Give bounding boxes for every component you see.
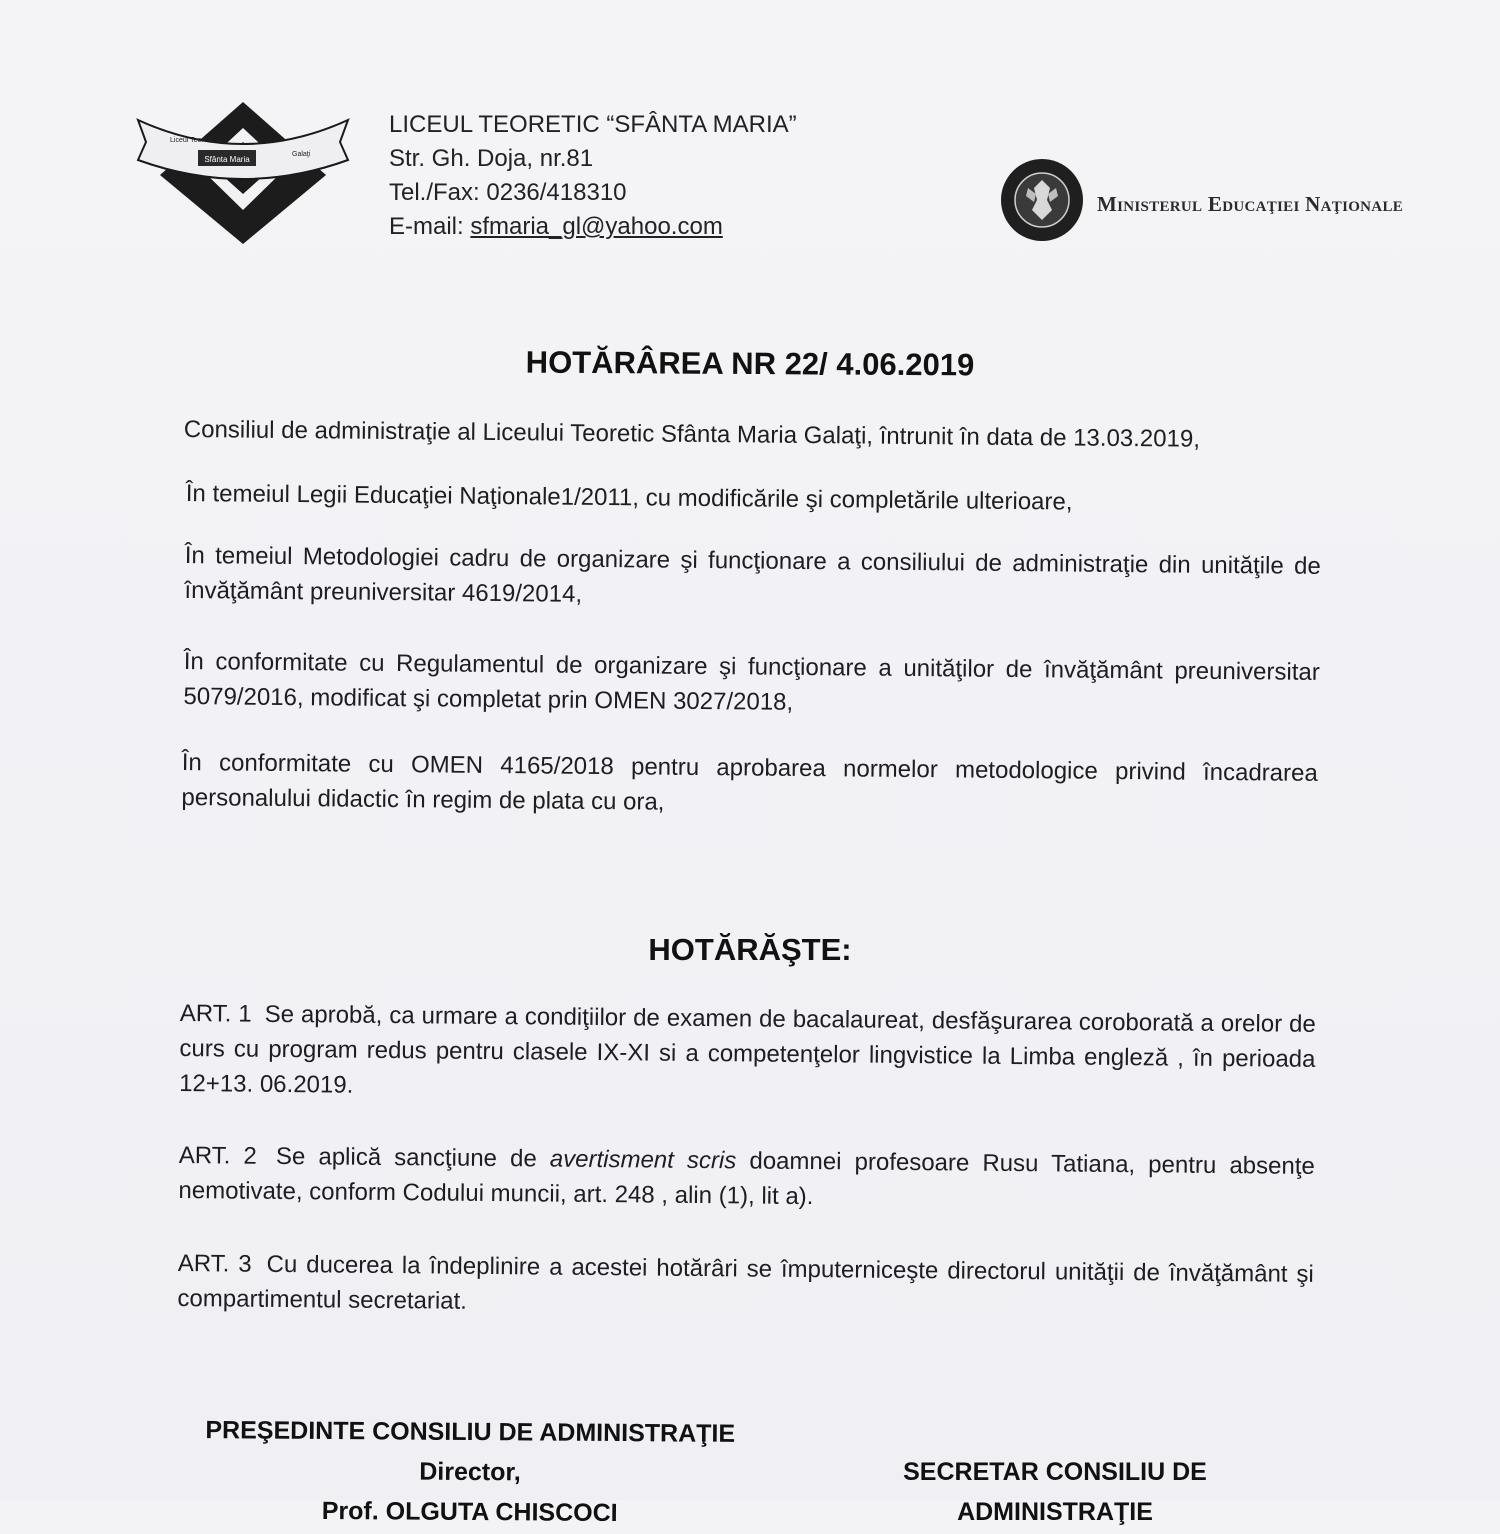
president-name: Prof. OLGUTA CHISCOCI: [321, 1496, 618, 1528]
article-2-text-before: Se aplică sancţiune de: [275, 1142, 537, 1173]
email-label: E-mail:: [389, 213, 464, 240]
school-name: LICEUL TEORETIC “SFÂNTA MARIA”: [389, 111, 797, 138]
school-address: Str. Gh. Doja, nr.81: [389, 145, 594, 172]
phone-label: Tel./Fax:: [389, 179, 480, 206]
article-2-emphasis: avertisment scris: [549, 1145, 737, 1175]
svg-text:Sfânta Maria: Sfânta Maria: [204, 155, 250, 164]
article-3-text: Cu ducerea la îndeplinire a acestei hotărâri se împuterniceşte directorul unităţii de învăţământ şi compartimentul secretariat.: [177, 1250, 1314, 1315]
svg-text:Liceul Teoretic: Liceul Teoretic: [170, 137, 215, 144]
article-3-label: ART. 3: [177, 1249, 252, 1278]
decision-title: HOTĂRÂREA NR 22/ 4.06.2019: [525, 344, 975, 383]
article-1-label: ART. 1: [179, 999, 252, 1028]
phone-value: 0236/418310: [486, 179, 627, 206]
preamble-paragraph-5: În conformitate cu OMEN 4165/2018 pentru aprobarea normelor metodologice privind încadrarea personalului didactic în regim de plata cu ora,: [181, 748, 1318, 816]
school-email-line: [389, 210, 797, 244]
preamble-paragraph-1: Consiliul de administraţie al Liceului Teoretic Sfânta Maria Galaţi, întrunit în data de 13.03.2019,: [183, 415, 1201, 453]
decision-heading: HOTĂRĂŞTE:: [648, 932, 852, 967]
school-phone-line: [389, 176, 797, 210]
preamble-paragraph-4: În conformitate cu Regulamentul de organizare şi funcţionare a unităţilor de învăţământ preuniversitar 5079/2016, modificat şi completat prin OMEN 3027/2018,: [183, 647, 1320, 716]
article-1: [179, 996, 1316, 1112]
svg-text:Galaţi: Galaţi: [292, 151, 311, 158]
article-2-text-after: doamnei profesoare Rusu Tatiana, pentru absenţe nemotivate, conform Codului muncii, art. 248 , alin (1), lit a).: [178, 1147, 1315, 1211]
article-1-text: Se aprobă, ca urmare a condiţiilor de examen de bacalaureat, desfăşurarea coroborată a orelor de curs cu program redus pentru clasele IX-XI si a competenţelor lingvistice la Limba engleză , în perioada 12+13. 06.2019.: [179, 1000, 1316, 1099]
article-3: [177, 1246, 1314, 1327]
article-2-label: ART. 2: [178, 1141, 257, 1170]
president-title: PREŞEDINTE CONSILIU DE ADMINISTRAŢIE: [205, 1416, 736, 1448]
president-role: Director,: [419, 1457, 521, 1487]
government-seal: [1000, 158, 1084, 242]
article-2: [178, 1138, 1315, 1219]
preamble-paragraph-3: În temeiul Metodologiei cadru de organizare şi funcţionare a consiliului de administraţie din unităţile de învăţământ preuniversitar 4619/2014,: [184, 541, 1321, 608]
ministry-name: Ministerul Educaţiei Naţionale: [1097, 192, 1404, 216]
secretary-title: SECRETAR CONSILIU DE ADMINISTRAŢIE: [903, 1458, 1207, 1526]
preamble-paragraph-2: În temeiul Legii Educaţiei Naţionale1/2011, cu modificările şi completările ulterioare,: [185, 479, 1073, 516]
email-link[interactable]: sfmaria_gl@yahoo.com: [470, 213, 723, 240]
president-signature-block: [205, 1410, 736, 1534]
secretary-signature-block: [820, 1452, 1290, 1532]
school-contact-block: [389, 108, 797, 244]
school-logo: [136, 98, 350, 248]
